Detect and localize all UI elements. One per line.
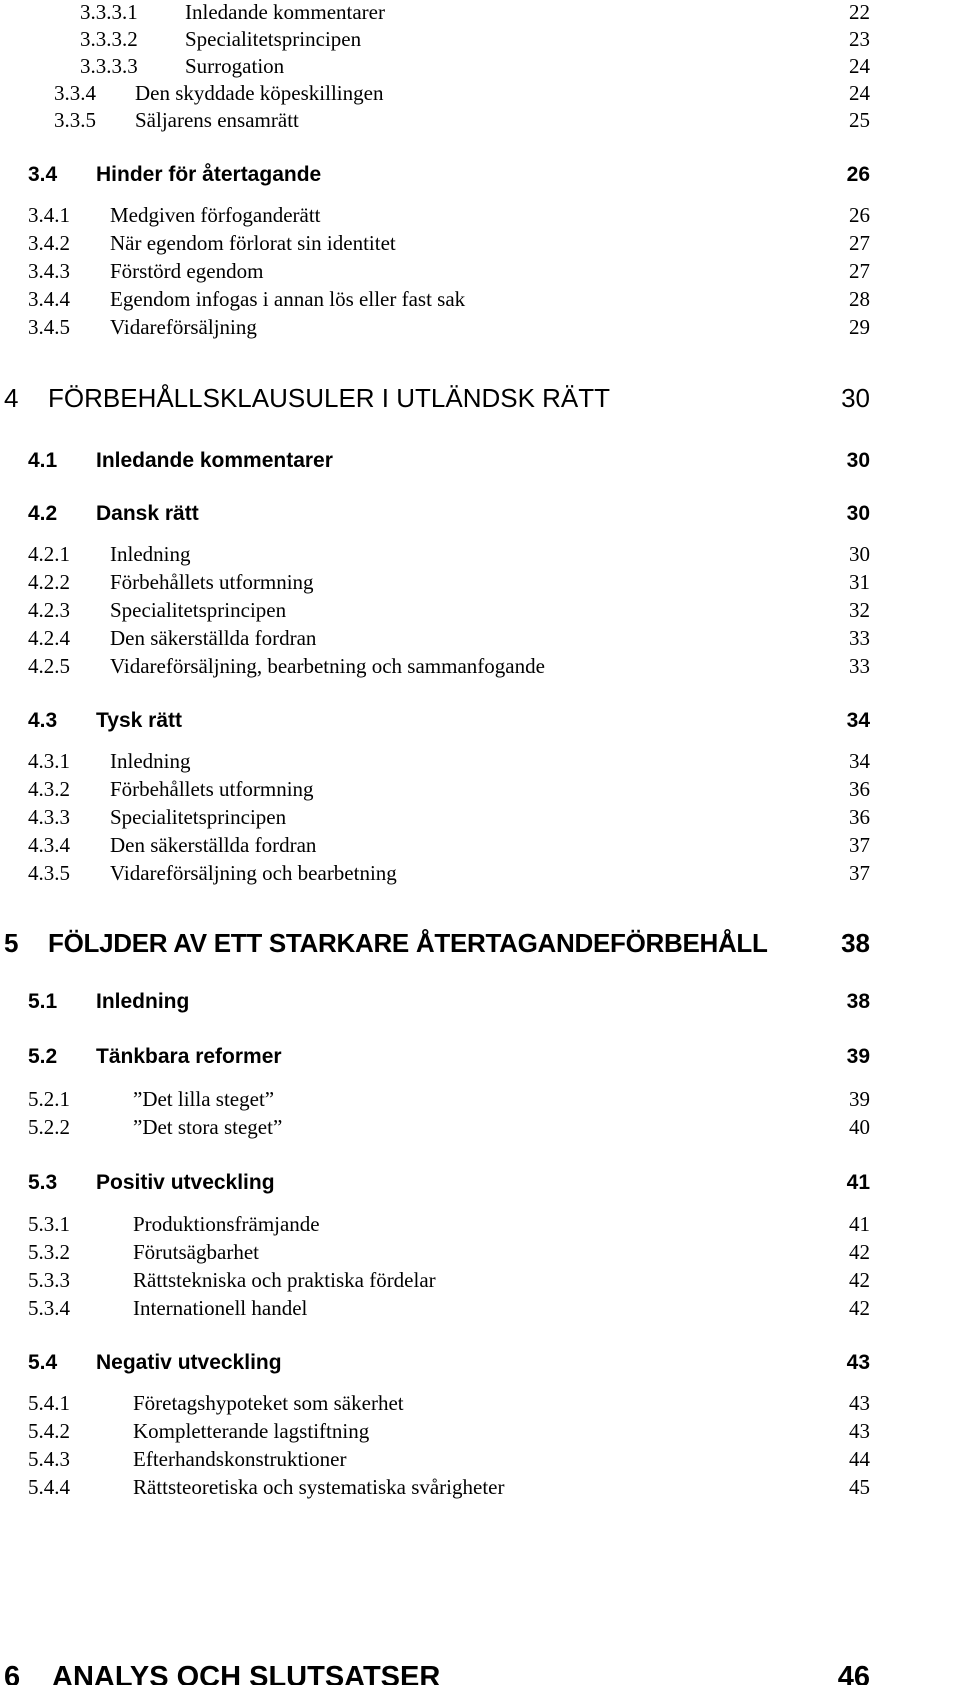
toc-entry: [28, 1449, 870, 1473]
toc-entry-page: 43: [849, 1391, 870, 1415]
toc-entry-number: 4.3.2: [28, 777, 70, 801]
toc-entry: [28, 600, 870, 624]
toc-entry-title: Negativ utveckling: [96, 1351, 282, 1374]
toc-entry-number: 3.4.2: [28, 231, 70, 255]
toc-entry-title: Vidareförsäljning och bearbetning: [110, 861, 397, 885]
toc-entry-title: Specialitetsprincipen: [185, 27, 362, 51]
toc-entry-title: Dansk rätt: [96, 502, 199, 525]
toc-entry-title: Hinder för återtagande: [96, 163, 322, 186]
toc-entry-title: Inledning: [110, 749, 191, 773]
toc-entry-number: 3.3.3.2: [80, 27, 138, 51]
toc-entry-title: Företagshypoteket som säkerhet: [133, 1391, 404, 1415]
toc-entry-page: 37: [849, 861, 870, 885]
toc-entry-title: Medgiven förfoganderätt: [110, 203, 321, 227]
toc-entry-number: 5.3.2: [28, 1240, 70, 1264]
toc-entry-page: 27: [849, 231, 870, 255]
toc-entry-number: 3.3.4: [54, 81, 96, 105]
toc-entry: [80, 2, 870, 26]
toc-entry-title: Produktionsfrämjande: [133, 1212, 320, 1236]
toc-chapter: [4, 930, 870, 960]
toc-entry-number: 4.3.5: [28, 861, 70, 885]
toc-entry-number: 4.2.4: [28, 626, 70, 650]
toc-entry-number: 3.3.3.1: [80, 0, 138, 24]
toc-entry: [28, 233, 870, 257]
toc-entry-page: 30: [846, 449, 870, 472]
toc-entry-title: Förbehållets utformning: [110, 777, 314, 801]
toc-entry-page: 37: [849, 833, 870, 857]
toc-section: [28, 503, 870, 527]
toc-entry-page: 33: [849, 654, 870, 678]
toc-entry-number: 5.3.3: [28, 1268, 70, 1292]
toc-entry-page: 26: [849, 203, 870, 227]
toc-entry-page: 23: [849, 27, 870, 51]
toc-entry-number: 3.4: [28, 163, 58, 186]
toc-entry-number: 5.3.1: [28, 1212, 70, 1236]
toc-entry-title: FÖLJDER AV ETT STARKARE ÅTERTAGANDEFÖRBEHÅLL: [48, 928, 768, 958]
toc-entry: [28, 807, 870, 831]
toc-entry: [28, 1242, 870, 1266]
toc-entry-page: 30: [846, 502, 870, 525]
toc-entry: [28, 261, 870, 285]
toc-entry-page: 28: [849, 287, 870, 311]
toc-entry-page: 26: [846, 163, 870, 186]
toc-entry: [28, 317, 870, 341]
toc-entry: [54, 83, 870, 107]
toc-section: [28, 1046, 870, 1070]
toc-entry-title: Specialitetsprincipen: [110, 598, 287, 622]
toc-entry-title: Förstörd egendom: [110, 259, 264, 283]
toc-chapter: [4, 1663, 870, 1685]
toc-entry-page: 39: [849, 1087, 870, 1111]
toc-entry-title: Egendom infogas i annan lös eller fast sak: [110, 287, 466, 311]
toc-entry-page: 41: [849, 1212, 870, 1236]
toc-entry-title: Inledning: [96, 990, 190, 1013]
toc-entry-number: 3.4.1: [28, 203, 70, 227]
toc-entry-title: ”Det lilla steget”: [133, 1087, 275, 1111]
toc-entry-title: Rättstekniska och praktiska fördelar: [133, 1268, 436, 1292]
toc-entry-number: 5.4.3: [28, 1447, 70, 1471]
toc-entry-page: 24: [849, 54, 870, 78]
toc-section: [28, 450, 870, 474]
toc-entry-page: 24: [849, 81, 870, 105]
toc-entry-number: 6: [4, 1663, 21, 1685]
toc-entry-title: FÖRBEHÅLLSKLAUSULER I UTLÄNDSK RÄTT: [48, 383, 611, 413]
toc-entry-title: Internationell handel: [133, 1296, 308, 1320]
toc-entry: [28, 572, 870, 596]
toc-entry-title: Inledning: [110, 542, 191, 566]
toc-entry: [28, 1214, 870, 1238]
toc-entry-number: 5.4: [28, 1351, 58, 1374]
toc-entry: [80, 56, 870, 80]
toc-entry-number: 5.1: [28, 990, 58, 1013]
toc-entry-number: 5.4.4: [28, 1475, 70, 1499]
toc-entry-number: 5.4.2: [28, 1419, 70, 1443]
toc-entry-number: 4.2.2: [28, 570, 70, 594]
toc-entry-page: 29: [849, 315, 870, 339]
toc-entry-number: 5.3: [28, 1171, 58, 1194]
toc-entry-number: 4.1: [28, 449, 58, 472]
toc-entry-page: 22: [849, 0, 870, 24]
toc-entry-page: 36: [849, 777, 870, 801]
toc-chapter: [4, 385, 870, 415]
toc-entry: [28, 1298, 870, 1322]
toc-entry-title: Rättsteoretiska och systematiska svårigheter: [133, 1475, 505, 1499]
toc-entry-number: 4.3.1: [28, 749, 70, 773]
toc-entry: [28, 835, 870, 859]
toc-entry-number: 5.2.2: [28, 1115, 70, 1139]
toc-entry-title: Den säkerställda fordran: [110, 626, 317, 650]
toc-section: [28, 1172, 870, 1196]
toc-entry: [28, 1393, 870, 1417]
toc-entry-number: 5: [4, 928, 19, 958]
toc-entry-number: 4.2.1: [28, 542, 70, 566]
toc-entry-title: Inledande kommentarer: [185, 0, 385, 24]
toc-entry-number: 3.4.4: [28, 287, 70, 311]
toc-entry-number: 5.2.1: [28, 1087, 70, 1111]
toc-entry: [28, 205, 870, 229]
toc-entry-title: Inledande kommentarer: [96, 449, 333, 472]
toc-entry-title: Positiv utveckling: [96, 1171, 275, 1194]
toc-entry-page: 42: [849, 1240, 870, 1264]
toc-entry: [28, 751, 870, 775]
toc-entry-title: Surrogation: [185, 54, 285, 78]
toc-entry-page: 42: [849, 1268, 870, 1292]
toc-entry-number: 5.3.4: [28, 1296, 70, 1320]
toc-entry-number: 4.2.5: [28, 654, 70, 678]
toc-entry-number: 4.2: [28, 502, 58, 525]
toc-entry-number: 5.4.1: [28, 1391, 70, 1415]
toc-entry-title: Den skyddade köpeskillingen: [135, 81, 384, 105]
toc-entry-title: Förutsägbarhet: [133, 1240, 259, 1264]
toc-entry-title: När egendom förlorat sin identitet: [110, 231, 396, 255]
toc-entry-number: 3.3.5: [54, 108, 96, 132]
toc-entry: [28, 779, 870, 803]
toc-entry-page: 39: [846, 1045, 870, 1068]
toc-entry-title: Tysk rätt: [96, 709, 182, 732]
toc-entry: [28, 656, 870, 680]
toc-entry-title: Den säkerställda fordran: [110, 833, 317, 857]
toc-entry-number: 4.3.4: [28, 833, 70, 857]
toc-entry-page: 27: [849, 259, 870, 283]
toc-entry-title: Specialitetsprincipen: [110, 805, 287, 829]
toc-entry-title: Tänkbara reformer: [96, 1045, 282, 1068]
toc-entry-title: Efterhandskonstruktioner: [133, 1447, 347, 1471]
toc-entry: [28, 544, 870, 568]
toc-entry-page: 33: [849, 626, 870, 650]
toc-entry: [54, 110, 870, 134]
toc-entry-page: 43: [846, 1351, 870, 1374]
toc-section: [28, 1352, 870, 1376]
toc-entry-page: 44: [849, 1447, 870, 1471]
toc-section: [28, 164, 870, 188]
toc-entry: [28, 289, 870, 313]
toc-entry-page: 38: [846, 990, 870, 1013]
toc-section: [28, 991, 870, 1015]
toc-entry-title: Kompletterande lagstiftning: [133, 1419, 370, 1443]
toc-entry-title: Vidareförsäljning: [110, 315, 257, 339]
toc-entry-page: 40: [849, 1115, 870, 1139]
toc-entry-page: 32: [849, 598, 870, 622]
toc-entry: [28, 1089, 870, 1113]
toc-entry-title: Vidareförsäljning, bearbetning och sammanfogande: [110, 654, 545, 678]
toc-entry-number: 3.3.3.3: [80, 54, 138, 78]
toc-entry-page: 34: [846, 709, 870, 732]
toc-entry-page: 25: [849, 108, 870, 132]
toc-entry-page: 31: [849, 570, 870, 594]
toc-entry-page: 30: [841, 383, 870, 413]
toc-entry-title: ANALYS OCH SLUTSATSER: [52, 1663, 441, 1685]
toc-entry-page: 46: [837, 1663, 870, 1685]
toc-entry-page: 45: [849, 1475, 870, 1499]
toc-entry: [28, 628, 870, 652]
toc-entry-page: 30: [849, 542, 870, 566]
toc-section: [28, 710, 870, 734]
toc-entry: [28, 1117, 870, 1141]
toc-entry: [28, 1477, 870, 1501]
toc-entry-number: 4.3.3: [28, 805, 70, 829]
toc-entry-number: 4.3: [28, 709, 58, 732]
toc-entry-number: 3.4.5: [28, 315, 70, 339]
toc-entry: [28, 1421, 870, 1445]
toc-entry-page: 36: [849, 805, 870, 829]
toc-entry: [80, 29, 870, 53]
toc-entry-number: 5.2: [28, 1045, 58, 1068]
toc-entry: [28, 1270, 870, 1294]
toc-entry-title: Förbehållets utformning: [110, 570, 314, 594]
toc-entry-page: 42: [849, 1296, 870, 1320]
toc-entry-page: 38: [841, 928, 870, 958]
toc-entry-page: 34: [849, 749, 870, 773]
toc-entry-number: 4.2.3: [28, 598, 70, 622]
toc-entry-page: 41: [846, 1171, 870, 1194]
toc-entry-number: 4: [4, 383, 19, 413]
toc-entry-title: ”Det stora steget”: [133, 1115, 283, 1139]
toc-entry-number: 3.4.3: [28, 259, 70, 283]
toc-entry-page: 43: [849, 1419, 870, 1443]
toc-entry-title: Säljarens ensamrätt: [135, 108, 299, 132]
toc-entry: [28, 863, 870, 887]
